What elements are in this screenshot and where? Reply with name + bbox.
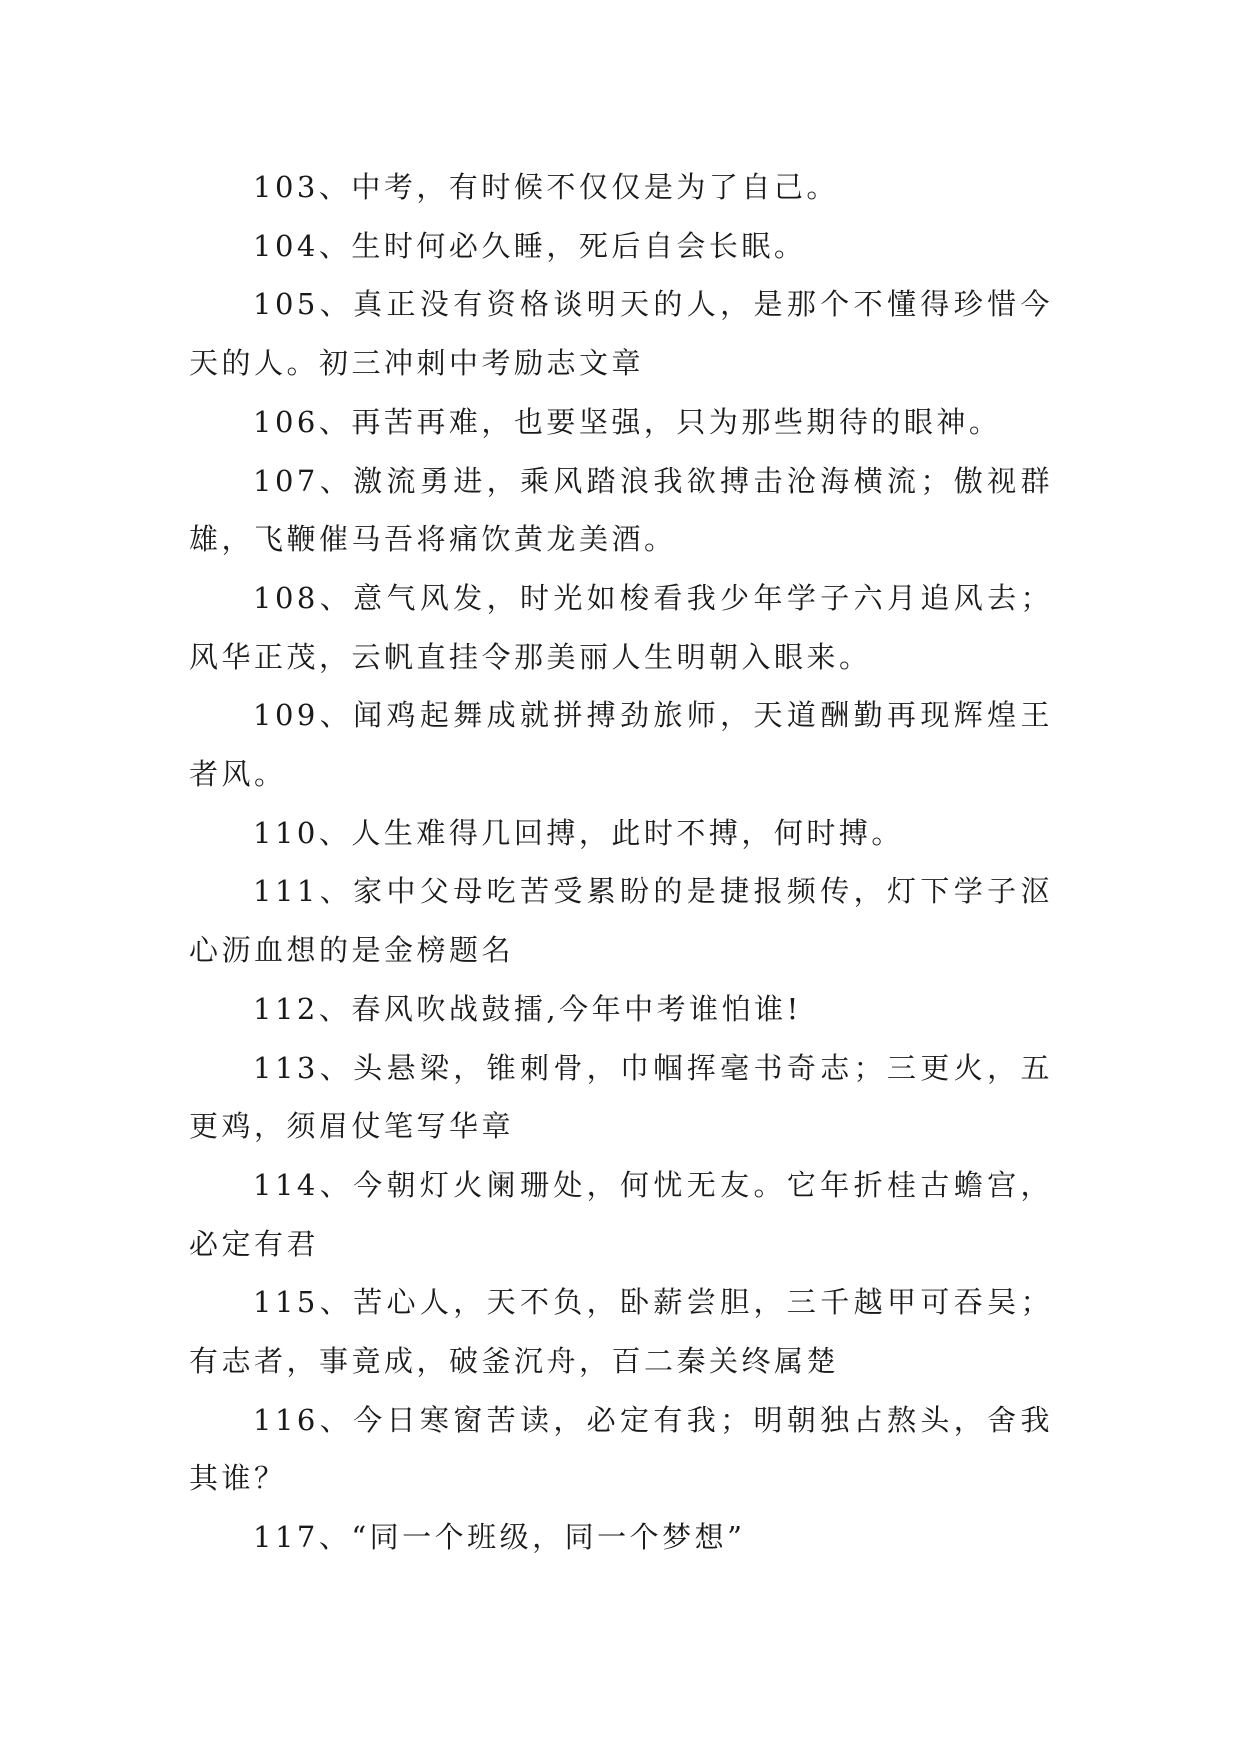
paragraph-106: 106、再苦再难，也要坚强，只为那些期待的眼神。: [253, 404, 1002, 439]
paragraph-110: 110、人生难得几回搏，此时不搏，何时搏。: [253, 815, 904, 850]
paragraph-108: 108、意气风发，时光如梭看我少年学子六月追风去；风华正茂，云帆直挂令那美丽人生明朝入眼来。: [189, 580, 1053, 674]
paragraph-114: 114、今朝灯火阑珊处，何忧无友。它年折桂古蟾宫，必定有君: [189, 1167, 1053, 1261]
paragraph-112: 112、春风吹战鼓擂,今年中考谁怕谁!: [253, 991, 802, 1026]
paragraph-104: 104、生时何必久睡，死后自会长眠。: [253, 228, 807, 263]
paragraph-116: 116、今日寒窗苦读，必定有我；明朝独占熬头，舍我其谁？: [189, 1402, 1053, 1496]
paragraph-103: 103、中考，有时候不仅仅是为了自己。: [253, 170, 839, 204]
paragraph-109: 109、闻鸡起舞成就拼搏劲旅师，天道酬勤再现辉煌王者风。: [189, 698, 1053, 792]
document-body: [189, 158, 1053, 1567]
paragraph-117: 117、“同一个班级，同一个梦想”: [253, 1520, 746, 1555]
paragraph-115: 115、苦心人，天不负，卧薪尝胆，三千越甲可吞吴；有志者，事竟成，破釜沉舟，百二秦关终属楚: [189, 1285, 1053, 1379]
paragraph-105: 105、真正没有资格谈明天的人，是那个不懂得珍惜今天的人。初三冲刺中考励志文章: [189, 287, 1053, 381]
paragraph-111: 111、家中父母吃苦受累盼的是捷报频传，灯下学子沤心沥血想的是金榜题名: [189, 874, 1053, 968]
paragraph-113: 113、头悬梁，锥刺骨，巾帼挥毫书奇志；三更火，五更鸡，须眉仗笔写华章: [189, 1050, 1053, 1144]
paragraph-107: 107、激流勇进，乘风踏浪我欲搏击沧海横流；傲视群雄，飞鞭催马吾将痛饮黄龙美酒。: [189, 463, 1053, 557]
